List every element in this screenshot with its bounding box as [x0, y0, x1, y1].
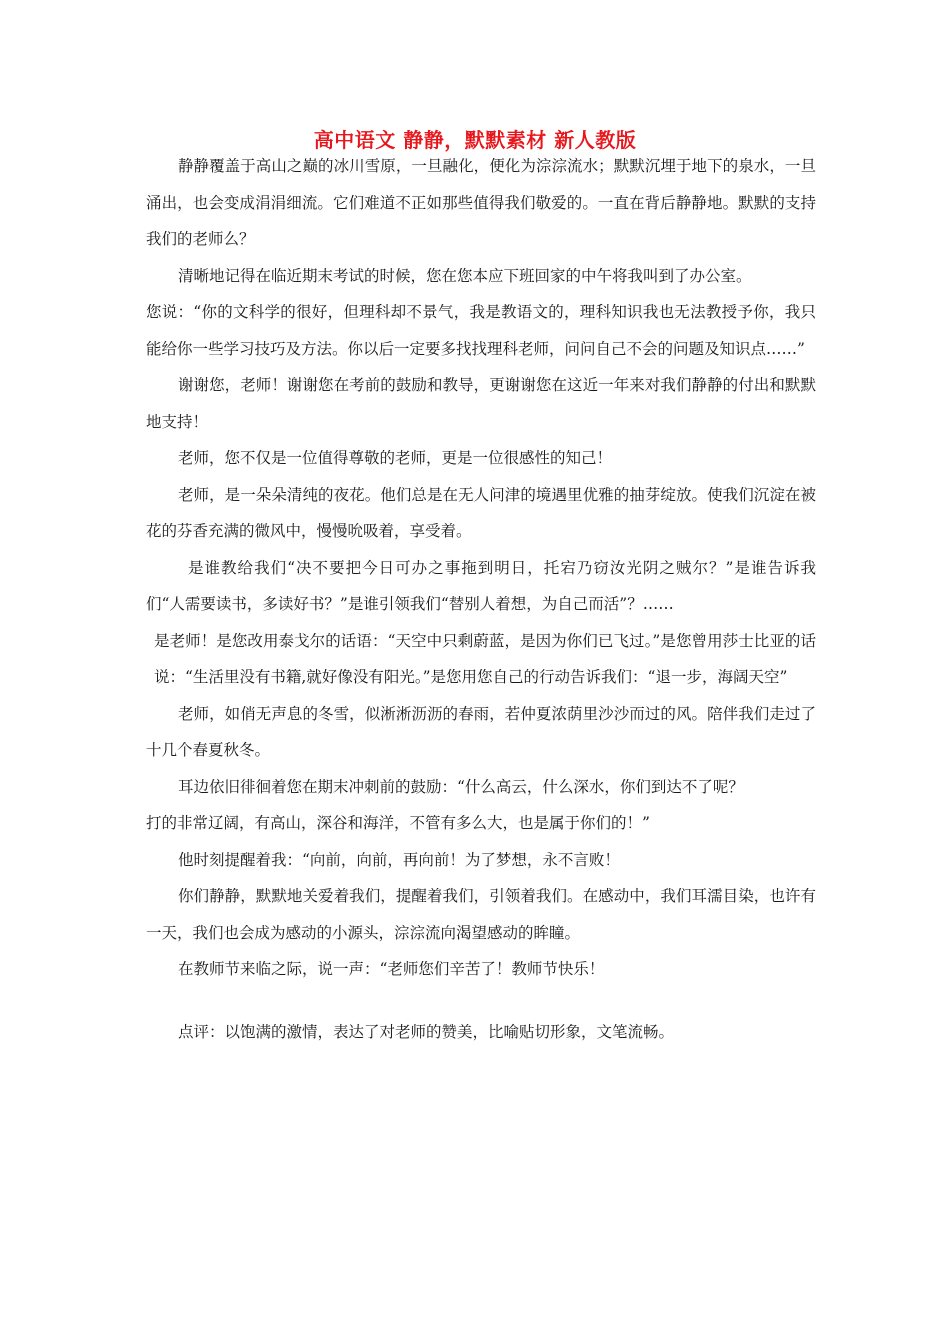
paragraph: 老师，如俏无声息的冬雪，似淅淅沥沥的春雨，若仲夏浓荫里沙沙而过的风。陪伴我们走过了十几个春夏秋冬。 — [146, 704, 816, 759]
paragraph: 谢谢您，老师！谢谢您在考前的鼓励和教导，更谢谢您在这近一年来对我们静静的付出和默默地支持！ — [146, 376, 816, 431]
paragraph: 清晰地记得在临近期末考试的时候，您在您本应下班回家的中午将我叫到了办公室。 — [178, 266, 752, 285]
paragraph: 您说：“你的文科学的很好，但理科却不景气，我是教语文的，理科知识我也无法教授予你，我只能给你一些学习技巧及方法。你以后一定要多找找理科老师，问问自己不会的问题及知识点……” — [146, 303, 816, 358]
document-body — [146, 148, 816, 1050]
paragraph: 是谁教给我们“决不要把今日可办之事拖到明日，托宕乃窃汝光阴之贼尔？”是谁告诉我们“人需要读书，多读好书？”是谁引领我们“替别人着想，为自己而活”？…… — [146, 558, 816, 613]
paragraph: 你们静静，默默地关爱着我们，提醒着我们，引领着我们。在感动中，我们耳濡目染，也许有一天，我们也会成为感动的小源头，淙淙流向渴望感动的眸瞳。 — [146, 887, 816, 942]
comment: 点评：以饱满的激情，表达了对老师的赞美，比喻贴切形象，文笔流畅。 — [178, 1022, 675, 1041]
paragraph: 是老师！是您改用泰戈尔的话语：“天空中只剩蔚蓝，是因为你们已飞过。”是您曾用莎士比亚的话说：“生活里没有书籍,就好像没有阳光。”是您用您自己的行动告诉我们：“退一步，海阔天空” — [154, 631, 816, 686]
paragraph: 老师，您不仅是一位值得尊敬的老师，更是一位很感性的知己！ — [178, 449, 613, 467]
paragraph: 耳边依旧徘徊着您在期末冲刺前的鼓励：“什么高云，什么深水，你们到达不了呢？ — [178, 777, 744, 796]
paragraph: 静静覆盖于高山之巅的冰川雪原，一旦融化，便化为淙淙流水；默默沉埋于地下的泉水，一旦涌出，也会变成涓涓细流。它们难道不正如那些值得我们敬爱的。一直在背后静静地。默默的支持我们的老师么？ — [146, 157, 816, 248]
paragraph-spacer — [146, 988, 816, 1014]
paragraph: 在教师节来临之际，说一声：“老师您们辛苦了！教师节快乐！ — [178, 960, 605, 978]
paragraph: 打的非常辽阔，有高山，深谷和海洋，不管有多么大，也是属于你们的！” — [146, 814, 650, 832]
document-title: 高中语文 静静，默默素材 新人教版 — [313, 128, 637, 152]
paragraph: 老师，是一朵朵清纯的夜花。他们总是在无人问津的境遇里优雅的抽芽绽放。使我们沉淀在被花的芬香充满的微风中，慢慢吮吸着，享受着。 — [146, 485, 816, 540]
paragraph: 他时刻提醒着我：“向前，向前，再向前！为了梦想，永不言败！ — [178, 850, 620, 869]
